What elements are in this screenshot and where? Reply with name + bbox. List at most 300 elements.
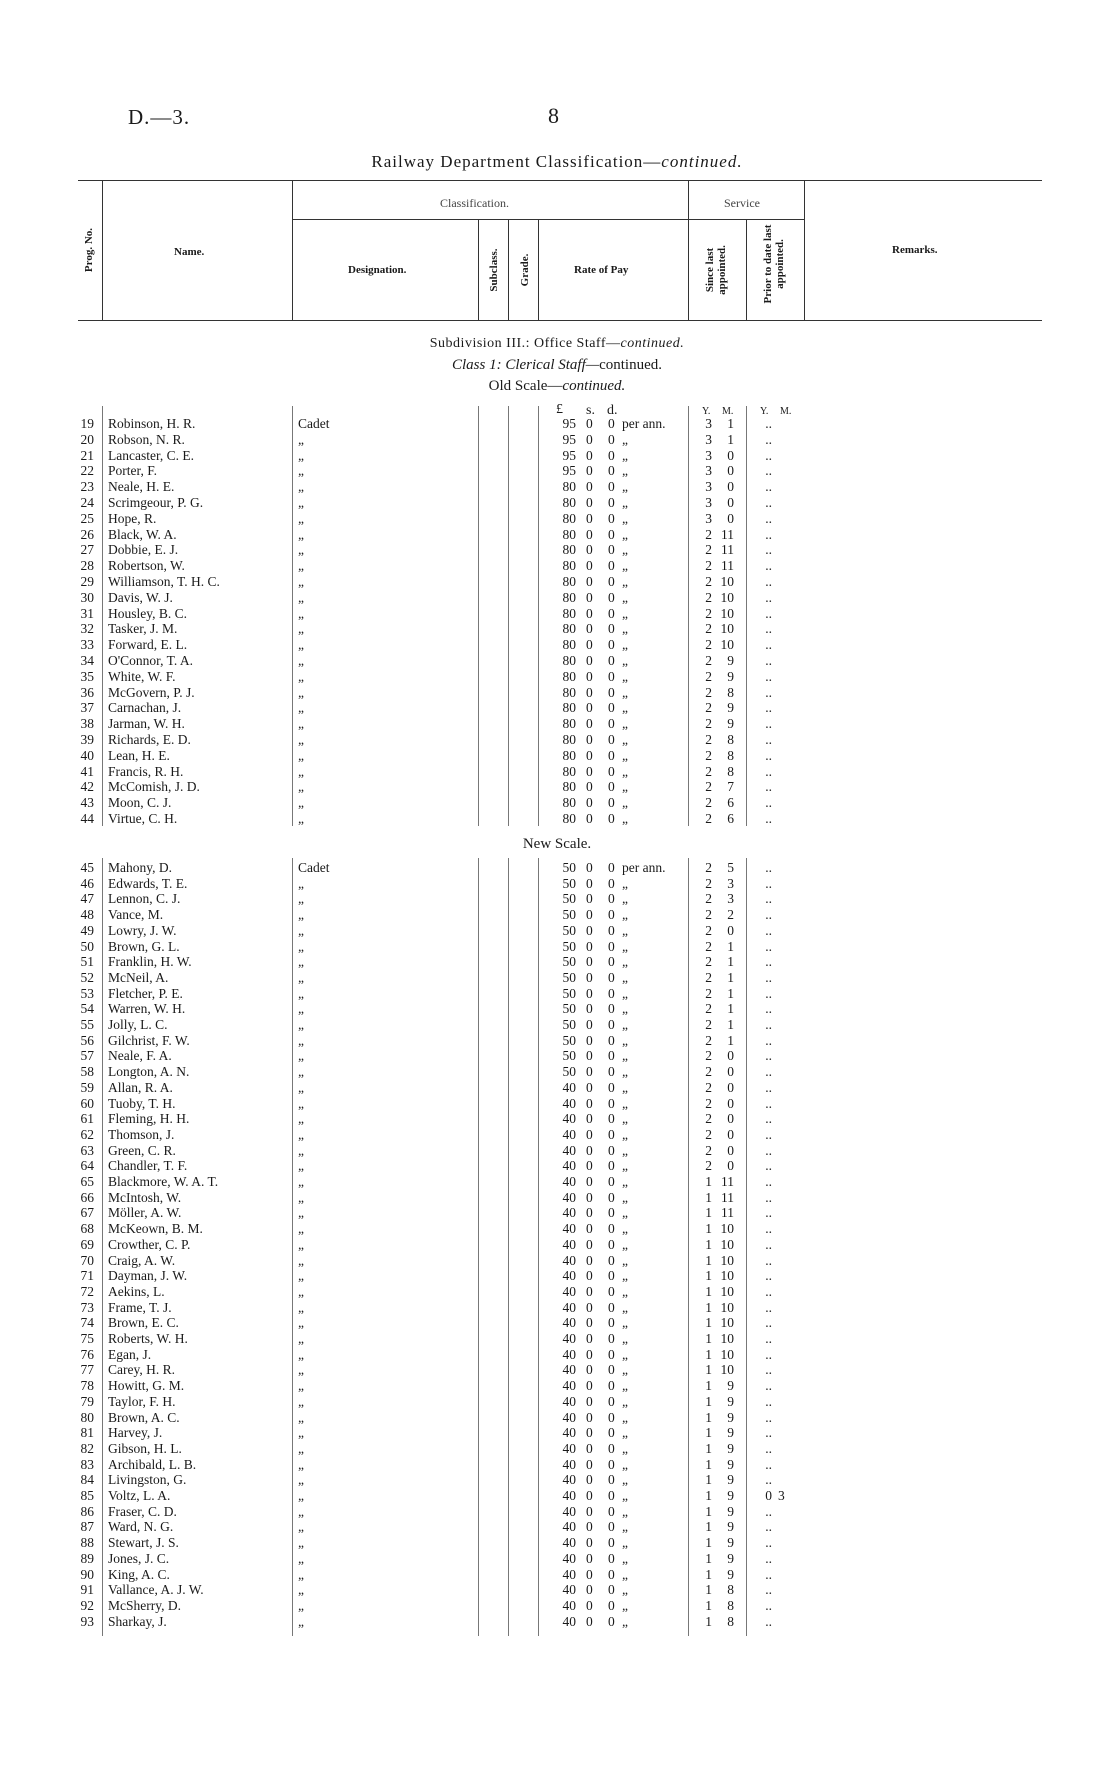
period-cell: „ [622, 1221, 628, 1237]
unit-months: M. [722, 406, 734, 417]
pence-cell: 0 [608, 1032, 615, 1048]
class-cont: continued. [599, 357, 662, 373]
period-cell: „ [622, 1126, 628, 1142]
prior-years-cell: .. [765, 1221, 772, 1237]
years-cell: 1 [705, 1597, 712, 1613]
name-cell: Robson, N. R. [108, 431, 185, 447]
pounds-cell: 50 [562, 922, 576, 938]
pounds-cell: 40 [562, 1597, 576, 1613]
name-cell: Carnachan, J. [108, 700, 182, 716]
months-cell: 9 [727, 700, 734, 716]
prior-years-cell: .. [765, 589, 772, 605]
prior-years-cell: .. [765, 1236, 772, 1252]
shillings-cell: 0 [586, 716, 593, 732]
years-cell: 1 [705, 1582, 712, 1598]
name-cell: Hope, R. [108, 510, 157, 526]
months-cell: 0 [727, 495, 734, 510]
years-cell: 1 [705, 1472, 712, 1488]
years-cell: 2 [705, 907, 712, 923]
prior-years-cell: .. [765, 1079, 772, 1095]
prog-no-cell: 75 [80, 1331, 94, 1346]
name-cell: Scrimgeour, P. G. [108, 495, 204, 510]
pounds-cell: 50 [562, 985, 576, 1001]
prior-years-cell: .. [765, 542, 772, 558]
header-top-rule [78, 180, 1042, 181]
name-cell: Carey, H. R. [108, 1362, 175, 1378]
years-cell: 1 [705, 1550, 712, 1566]
years-cell: 2 [705, 985, 712, 1001]
months-cell: 0 [727, 479, 734, 495]
shillings-cell: 0 [586, 779, 593, 795]
name-cell: Tuoby, T. H. [108, 1095, 176, 1111]
table-row [0, 606, 1114, 622]
name-cell: Dobbie, E. J. [108, 542, 179, 558]
shillings-cell: 0 [586, 684, 593, 700]
prior-years-cell: .. [765, 1456, 772, 1472]
shillings-cell: 0 [586, 637, 593, 653]
prog-no-cell: 59 [80, 1079, 94, 1095]
prior-years-cell: .. [765, 1425, 772, 1441]
period-cell: „ [622, 922, 628, 938]
name-cell: Moon, C. J. [108, 795, 172, 811]
pence-cell: 0 [608, 431, 615, 447]
prior-years-cell: .. [765, 747, 772, 763]
pounds-cell: 80 [562, 716, 576, 732]
shillings-cell: 0 [586, 1331, 593, 1346]
header-prog-no: Prog. No. [83, 227, 95, 273]
designation-cell: „ [298, 1597, 304, 1613]
name-cell: Lowry, J. W. [108, 922, 177, 938]
pounds-cell: 40 [562, 1079, 576, 1095]
shillings-cell: 0 [586, 1488, 593, 1503]
years-cell: 2 [705, 747, 712, 763]
prior-years-cell: .. [765, 954, 772, 970]
pence-cell: 0 [608, 907, 615, 923]
period-cell: „ [622, 1519, 628, 1535]
pence-cell: 0 [608, 763, 615, 779]
name-cell: Voltz, L. A. [108, 1488, 171, 1503]
years-cell: 2 [705, 637, 712, 653]
name-cell: Williamson, T. H. C. [108, 574, 220, 589]
pounds-cell: 95 [562, 463, 576, 479]
designation-cell: „ [298, 621, 304, 637]
prior-years-cell: .. [765, 985, 772, 1001]
prog-no-cell: 74 [80, 1315, 94, 1331]
years-cell: 1 [705, 1393, 712, 1409]
prior-years-cell: .. [765, 907, 772, 923]
table-row [0, 1457, 1114, 1473]
name-cell: Dayman, J. W. [108, 1268, 188, 1284]
pounds-cell: 40 [562, 1378, 576, 1394]
prog-no-cell: 63 [80, 1142, 94, 1158]
years-cell: 1 [705, 1252, 712, 1268]
pence-cell: 0 [608, 1315, 615, 1331]
pence-cell: 0 [608, 589, 615, 605]
period-cell: „ [622, 811, 628, 826]
months-cell: 0 [727, 510, 734, 526]
pounds-cell: 50 [562, 891, 576, 907]
years-cell: 1 [705, 1409, 712, 1425]
prior-years-cell: .. [765, 891, 772, 907]
shillings-cell: 0 [586, 985, 593, 1001]
months-cell: 0 [727, 1126, 734, 1142]
shillings-cell: 0 [586, 558, 593, 574]
period-cell: „ [622, 1048, 628, 1064]
name-cell: Jones, J. C. [108, 1550, 170, 1566]
months-cell: 10 [720, 1299, 734, 1315]
prior-years-cell: .. [765, 526, 772, 542]
months-cell: 0 [727, 447, 734, 463]
pounds-cell: 80 [562, 637, 576, 653]
period-cell: „ [622, 1001, 628, 1017]
shillings-cell: 0 [586, 1519, 593, 1535]
months-cell: 9 [727, 1425, 734, 1441]
pence-cell: 0 [608, 922, 615, 938]
prog-no-cell: 52 [80, 969, 94, 985]
prog-no-cell: 67 [80, 1205, 94, 1221]
page-number: 8 [548, 103, 559, 128]
months-cell: 10 [720, 621, 734, 637]
months-cell: 3 [727, 875, 734, 891]
months-cell: 8 [727, 763, 734, 779]
period-cell: „ [622, 605, 628, 621]
table-row [0, 1362, 1114, 1378]
prior-years-cell: .. [765, 1142, 772, 1158]
prior-years-cell: .. [765, 1174, 772, 1189]
old-scale-cont: continued. [562, 378, 626, 394]
designation-cell: „ [298, 1111, 304, 1127]
table-row [0, 1221, 1114, 1237]
prog-no-cell: 85 [80, 1488, 94, 1503]
years-cell: 2 [705, 1064, 712, 1080]
period-cell: „ [622, 1205, 628, 1221]
months-cell: 10 [720, 1362, 734, 1378]
name-cell: Jolly, L. C. [108, 1017, 168, 1032]
prior-years-cell: .. [765, 1346, 772, 1362]
years-cell: 1 [705, 1456, 712, 1472]
shillings-cell: 0 [586, 1268, 593, 1284]
table-row [0, 527, 1114, 543]
prior-years-cell: .. [765, 558, 772, 574]
years-cell: 1 [705, 1174, 712, 1189]
period-cell: „ [622, 1503, 628, 1519]
table-row [0, 1174, 1114, 1190]
header-subclass: Subclass. [488, 248, 500, 292]
table-row [0, 748, 1114, 764]
pence-cell: 0 [608, 637, 615, 653]
prog-no-cell: 23 [80, 479, 94, 495]
table-row [0, 621, 1114, 637]
table-row [0, 1127, 1114, 1143]
years-cell: 1 [705, 1221, 712, 1237]
period-cell: per ann. [622, 860, 666, 875]
name-cell: McKeown, B. M. [108, 1221, 203, 1237]
table-row [0, 1268, 1114, 1284]
table-row [0, 669, 1114, 685]
prior-years-cell: .. [765, 1064, 772, 1080]
table-row [0, 716, 1114, 732]
prog-no-cell: 55 [80, 1017, 94, 1032]
table-row [0, 923, 1114, 939]
pounds-cell: 40 [562, 1519, 576, 1535]
months-cell: 8 [727, 1582, 734, 1598]
months-cell: 9 [727, 716, 734, 732]
shillings-cell: 0 [586, 1095, 593, 1111]
shillings-cell: 0 [586, 1472, 593, 1488]
pounds-cell: 40 [562, 1142, 576, 1158]
designation-cell: „ [298, 1032, 304, 1048]
designation-cell: „ [298, 1283, 304, 1299]
designation-cell: „ [298, 1048, 304, 1064]
prog-no-cell: 51 [80, 954, 94, 970]
prior-years-cell: .. [765, 1095, 772, 1111]
pence-cell: 0 [608, 1079, 615, 1095]
table-row [0, 448, 1114, 464]
prog-no-cell: 56 [80, 1032, 94, 1048]
prog-no-cell: 66 [80, 1189, 94, 1205]
name-cell: Egan, J. [108, 1346, 152, 1362]
designation-cell: „ [298, 747, 304, 763]
name-cell: Lennon, C. J. [108, 891, 181, 907]
designation-cell: „ [298, 1236, 304, 1252]
months-cell: 0 [727, 1095, 734, 1111]
years-cell: 1 [705, 1283, 712, 1299]
shillings-cell: 0 [586, 1283, 593, 1299]
prior-years-cell: .. [765, 1268, 772, 1284]
prog-no-cell: 76 [80, 1346, 94, 1362]
prog-no-cell: 37 [80, 700, 94, 716]
pence-cell: 0 [608, 558, 615, 574]
years-cell: 3 [705, 431, 712, 447]
period-cell: „ [622, 1582, 628, 1598]
unit-years: Y. [760, 406, 769, 417]
prior-years-cell: .. [765, 684, 772, 700]
name-cell: Black, W. A. [108, 526, 177, 542]
shillings-cell: 0 [586, 1064, 593, 1080]
pounds-cell: 40 [562, 1393, 576, 1409]
header-grade: Grade. [519, 253, 531, 287]
name-cell: Gilchrist, F. W. [108, 1032, 190, 1048]
pence-cell: 0 [608, 1236, 615, 1252]
months-cell: 8 [727, 1597, 734, 1613]
pence-cell: 0 [608, 938, 615, 954]
page-title [0, 152, 1114, 172]
prog-no-cell: 81 [80, 1425, 94, 1441]
years-cell: 2 [705, 795, 712, 811]
years-cell: 2 [705, 1017, 712, 1032]
name-cell: Craig, A. W. [108, 1252, 176, 1268]
prog-no-cell: 41 [80, 763, 94, 779]
name-cell: Fletcher, P. E. [108, 985, 183, 1001]
prog-no-cell: 65 [80, 1174, 94, 1189]
table-row [0, 700, 1114, 716]
name-cell: Warren, W. H. [108, 1001, 186, 1017]
prog-no-cell: 35 [80, 668, 94, 684]
subdivision-cont: continued. [620, 336, 685, 351]
period-cell: „ [622, 1346, 628, 1362]
months-cell: 10 [720, 1346, 734, 1362]
designation-cell: „ [298, 495, 304, 510]
prior-years-cell: .. [765, 1535, 772, 1551]
designation-cell: „ [298, 700, 304, 716]
table-row [0, 1064, 1114, 1080]
years-cell: 2 [705, 811, 712, 826]
months-cell: 10 [720, 1221, 734, 1237]
table-row [0, 732, 1114, 748]
period-cell: „ [622, 1331, 628, 1346]
prior-years-cell: .. [765, 1566, 772, 1582]
years-cell: 2 [705, 700, 712, 716]
prior-years-cell: .. [765, 969, 772, 985]
shillings-cell: 0 [586, 795, 593, 811]
months-cell: 1 [727, 938, 734, 954]
period-cell: „ [622, 1456, 628, 1472]
months-cell: 0 [727, 1158, 734, 1174]
designation-cell: „ [298, 668, 304, 684]
name-cell: Blackmore, W. A. T. [108, 1174, 219, 1189]
pence-cell: 0 [608, 1048, 615, 1064]
name-cell: McGovern, P. J. [108, 684, 195, 700]
pounds-cell: 80 [562, 653, 576, 668]
designation-cell: „ [298, 1456, 304, 1472]
pounds-cell: 80 [562, 558, 576, 574]
prior-years-cell: .. [765, 1252, 772, 1268]
table-row [0, 1614, 1114, 1630]
pence-cell: 0 [608, 447, 615, 463]
period-cell: „ [622, 1079, 628, 1095]
prog-no-cell: 60 [80, 1095, 94, 1111]
designation-cell: „ [298, 447, 304, 463]
designation-cell: „ [298, 1142, 304, 1158]
years-cell: 2 [705, 1111, 712, 1127]
pounds-cell: 40 [562, 1221, 576, 1237]
years-cell: 1 [705, 1566, 712, 1582]
pounds-cell: 50 [562, 969, 576, 985]
pence-cell: 0 [608, 985, 615, 1001]
prior-years-cell: .. [765, 1283, 772, 1299]
prog-no-cell: 26 [80, 526, 94, 542]
pence-cell: 0 [608, 684, 615, 700]
prog-no-cell: 58 [80, 1064, 94, 1080]
years-cell: 2 [705, 1032, 712, 1048]
period-cell: „ [622, 763, 628, 779]
shillings-cell: 0 [586, 1111, 593, 1127]
name-cell: King, A. C. [108, 1566, 170, 1582]
months-cell: 0 [727, 1111, 734, 1127]
prog-no-cell: 62 [80, 1126, 94, 1142]
designation-cell: „ [298, 1346, 304, 1362]
period-cell: „ [622, 653, 628, 668]
shillings-cell: 0 [586, 954, 593, 970]
months-cell: 8 [727, 732, 734, 747]
pounds-cell: 50 [562, 1048, 576, 1064]
prog-no-cell: 53 [80, 985, 94, 1001]
prior-years-cell: .. [765, 479, 772, 495]
prior-years-cell: .. [765, 1362, 772, 1378]
years-cell: 2 [705, 732, 712, 747]
prog-no-cell: 42 [80, 779, 94, 795]
months-cell: 1 [727, 431, 734, 447]
divider [478, 219, 479, 320]
header-service: Service [724, 196, 760, 210]
header-prior-to-date: Prior to date last appointed. [762, 224, 786, 304]
months-cell: 11 [721, 542, 734, 558]
period-cell: „ [622, 1032, 628, 1048]
header-bottom-rule [78, 320, 1042, 321]
designation-cell: „ [298, 542, 304, 558]
period-cell: „ [622, 1613, 628, 1629]
designation-cell: „ [298, 637, 304, 653]
pounds-cell: 95 [562, 447, 576, 463]
period-cell: „ [622, 1017, 628, 1032]
name-cell: Jarman, W. H. [108, 716, 185, 732]
pence-cell: 0 [608, 779, 615, 795]
prior-years-cell: .. [765, 1393, 772, 1409]
pence-cell: 0 [608, 479, 615, 495]
prior-years-cell: .. [765, 605, 772, 621]
table-row [0, 954, 1114, 970]
pence-cell: 0 [608, 1362, 615, 1378]
pounds-cell: 40 [562, 1111, 576, 1127]
name-cell: Green, C. R. [108, 1142, 176, 1158]
pounds-cell: 50 [562, 875, 576, 891]
prog-no-cell: 78 [80, 1378, 94, 1394]
shillings-cell: 0 [586, 1315, 593, 1331]
designation-cell: Cadet [298, 860, 330, 875]
pounds-cell: 40 [562, 1095, 576, 1111]
designation-cell: „ [298, 1174, 304, 1189]
years-cell: 2 [705, 763, 712, 779]
prior-years-cell: .. [765, 416, 772, 431]
shillings-cell: 0 [586, 653, 593, 668]
period-cell: „ [622, 621, 628, 637]
prog-no-cell: 93 [80, 1613, 94, 1629]
name-cell: Taylor, F. H. [108, 1393, 176, 1409]
pence-cell: 0 [608, 1597, 615, 1613]
pence-cell: 0 [608, 574, 615, 589]
months-cell: 0 [727, 1064, 734, 1080]
prior-years-cell: .. [765, 1048, 772, 1064]
shillings-cell: 0 [586, 510, 593, 526]
prog-no-cell: 61 [80, 1111, 94, 1127]
designation-cell: „ [298, 875, 304, 891]
years-cell: 2 [705, 1095, 712, 1111]
years-cell: 2 [705, 954, 712, 970]
table-row [0, 876, 1114, 892]
period-cell: „ [622, 1315, 628, 1331]
months-cell: 11 [721, 558, 734, 574]
designation-cell: „ [298, 1064, 304, 1080]
period-cell: „ [622, 1095, 628, 1111]
months-cell: 9 [727, 668, 734, 684]
period-cell: „ [622, 1064, 628, 1080]
pounds-cell: 40 [562, 1503, 576, 1519]
years-cell: 1 [705, 1425, 712, 1441]
name-cell: Crowther, C. P. [108, 1236, 191, 1252]
designation-cell: „ [298, 479, 304, 495]
name-cell: McSherry, D. [108, 1597, 181, 1613]
years-cell: 2 [705, 969, 712, 985]
old-scale-heading [0, 378, 1114, 395]
months-cell: 10 [720, 589, 734, 605]
prior-years-cell: .. [765, 463, 772, 479]
period-cell: „ [622, 431, 628, 447]
years-cell: 2 [705, 1158, 712, 1174]
divider [102, 180, 103, 320]
months-cell: 10 [720, 1252, 734, 1268]
shillings-cell: 0 [586, 1017, 593, 1032]
months-cell: 10 [720, 605, 734, 621]
